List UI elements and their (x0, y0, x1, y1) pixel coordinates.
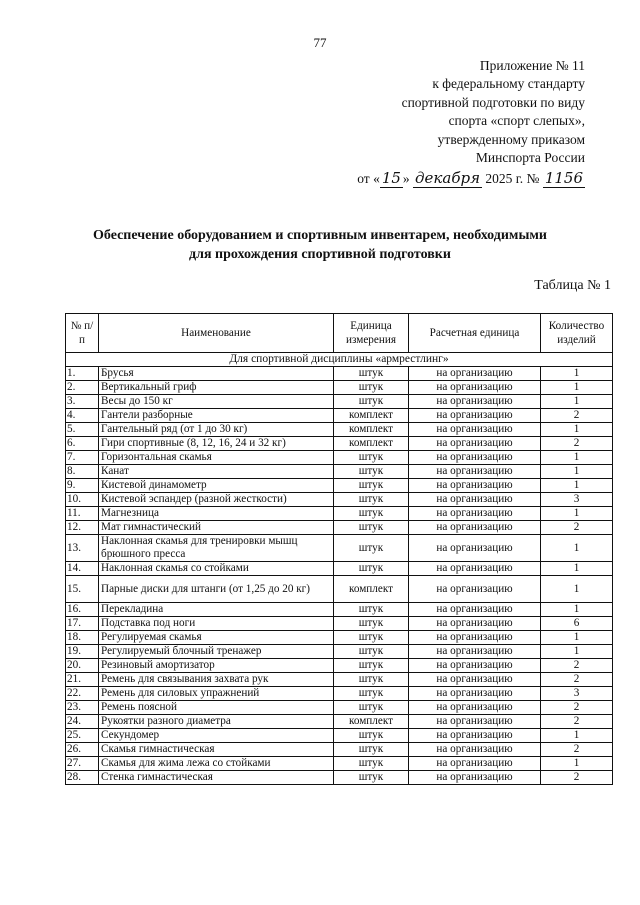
table-row (66, 437, 613, 451)
item-name: Регулируемый блочный тренажер (99, 645, 334, 659)
equipment-table (65, 313, 613, 785)
item-name: Парные диски для штанги (от 1,25 до 20 кг) (99, 576, 334, 603)
page-number: 77 (313, 35, 327, 50)
header-unit: Единица измерения (334, 314, 409, 353)
row-number: 6. (66, 437, 99, 451)
item-calc-unit: на организацию (409, 367, 541, 381)
item-unit: штук (334, 729, 409, 743)
item-name: Резиновый амортизатор (99, 659, 334, 673)
table-row (66, 493, 613, 507)
appendix-line: спортивной подготовки по виду (401, 94, 585, 110)
item-name: Ремень для силовых упражнений (99, 687, 334, 701)
row-number: 3. (66, 395, 99, 409)
item-quantity: 6 (541, 617, 613, 631)
item-unit: штук (334, 367, 409, 381)
table-row (66, 659, 613, 673)
table-row (66, 603, 613, 617)
row-number: 26. (66, 743, 99, 757)
date-mid: » (402, 171, 410, 187)
item-unit: штук (334, 757, 409, 771)
table-label: Таблица № 1 (534, 278, 611, 293)
appendix-line: Минспорта России (475, 150, 585, 166)
item-name: Весы до 150 кг (99, 395, 334, 409)
date-prefix: от « (357, 171, 380, 187)
item-name: Гантельный ряд (от 1 до 30 кг) (99, 423, 334, 437)
item-unit: штук (334, 687, 409, 701)
table-row (66, 631, 613, 645)
item-name: Магнезница (99, 507, 334, 521)
item-unit: штук (334, 617, 409, 631)
header-num: № п/п (66, 314, 99, 353)
item-unit: штук (334, 451, 409, 465)
item-name: Вертикальный гриф (99, 381, 334, 395)
item-name: Рукоятки разного диаметра (99, 715, 334, 729)
row-number: 23. (66, 701, 99, 715)
table-row (66, 729, 613, 743)
item-calc-unit: на организацию (409, 507, 541, 521)
title-line: Обеспечение оборудованием и спортивным инвентарем, необходимыми (93, 228, 547, 243)
row-number: 24. (66, 715, 99, 729)
row-number: 19. (66, 645, 99, 659)
item-calc-unit: на организацию (409, 645, 541, 659)
item-unit: штук (334, 395, 409, 409)
item-calc-unit: на организацию (409, 659, 541, 673)
table-row (66, 465, 613, 479)
item-quantity: 1 (541, 423, 613, 437)
header-name: Наименование (99, 314, 334, 353)
table-row (66, 562, 613, 576)
item-name: Стенка гимнастическая (99, 771, 334, 785)
item-unit: штук (334, 521, 409, 535)
table-header-row (66, 314, 613, 353)
table-row (66, 687, 613, 701)
item-quantity: 1 (541, 535, 613, 562)
item-unit: комплект (334, 437, 409, 451)
section-row (66, 353, 613, 367)
item-quantity: 1 (541, 465, 613, 479)
appendix-header (325, 57, 585, 189)
item-calc-unit: на организацию (409, 631, 541, 645)
item-quantity: 2 (541, 437, 613, 451)
date-day-handwritten: 15 (381, 169, 401, 188)
item-unit: комплект (334, 409, 409, 423)
item-calc-unit: на организацию (409, 757, 541, 771)
row-number: 7. (66, 451, 99, 465)
item-name: Наклонная скамья со стойками (99, 562, 334, 576)
item-name: Гантели разборные (99, 409, 334, 423)
item-quantity: 1 (541, 479, 613, 493)
table-row (66, 771, 613, 785)
row-number: 4. (66, 409, 99, 423)
item-calc-unit: на организацию (409, 437, 541, 451)
item-unit: штук (334, 381, 409, 395)
item-quantity: 1 (541, 729, 613, 743)
item-name: Канат (99, 465, 334, 479)
item-quantity: 1 (541, 576, 613, 603)
item-calc-unit: на организацию (409, 381, 541, 395)
appendix-line: спорта «спорт слепых», (448, 113, 585, 129)
item-unit: штук (334, 479, 409, 493)
item-calc-unit: на организацию (409, 617, 541, 631)
item-quantity: 1 (541, 645, 613, 659)
row-number: 14. (66, 562, 99, 576)
table-row (66, 451, 613, 465)
table-row (66, 673, 613, 687)
row-number: 22. (66, 687, 99, 701)
item-unit: штук (334, 562, 409, 576)
table-row (66, 521, 613, 535)
item-unit: штук (334, 603, 409, 617)
appendix-line: утвержденному приказом (437, 131, 585, 147)
item-name: Скамья для жима лежа со стойками (99, 757, 334, 771)
order-date-line (325, 169, 585, 188)
header-qty: Количество изделий (541, 314, 613, 353)
item-calc-unit: на организацию (409, 409, 541, 423)
section-title: Для спортивной дисциплины «армрестлинг» (66, 353, 613, 367)
date-year: 2025 г. № (485, 171, 540, 187)
item-name: Ремень для связывания захвата рук (99, 673, 334, 687)
table-row (66, 617, 613, 631)
row-number: 15. (66, 576, 99, 603)
item-unit: штук (334, 673, 409, 687)
document-title (0, 226, 640, 264)
item-calc-unit: на организацию (409, 701, 541, 715)
item-name: Секундомер (99, 729, 334, 743)
item-name: Ремень поясной (99, 701, 334, 715)
item-unit: штук (334, 493, 409, 507)
item-unit: штук (334, 465, 409, 479)
item-unit: комплект (334, 423, 409, 437)
table-row (66, 479, 613, 493)
item-name: Горизонтальная скамья (99, 451, 334, 465)
item-calc-unit: на организацию (409, 603, 541, 617)
item-quantity: 1 (541, 395, 613, 409)
item-calc-unit: на организацию (409, 423, 541, 437)
item-unit: штук (334, 659, 409, 673)
item-name: Мат гимнастический (99, 521, 334, 535)
item-unit: штук (334, 701, 409, 715)
item-quantity: 3 (541, 493, 613, 507)
item-calc-unit: на организацию (409, 715, 541, 729)
item-name: Кистевой динамометр (99, 479, 334, 493)
row-number: 25. (66, 729, 99, 743)
row-number: 16. (66, 603, 99, 617)
table-row (66, 701, 613, 715)
row-number: 11. (66, 507, 99, 521)
item-unit: комплект (334, 715, 409, 729)
table-row (66, 645, 613, 659)
item-quantity: 1 (541, 367, 613, 381)
table-row (66, 367, 613, 381)
row-number: 9. (66, 479, 99, 493)
item-quantity: 2 (541, 659, 613, 673)
item-name: Подставка под ноги (99, 617, 334, 631)
appendix-line: Приложение № 11 (479, 58, 585, 73)
row-number: 2. (66, 381, 99, 395)
item-calc-unit: на организацию (409, 771, 541, 785)
item-quantity: 1 (541, 451, 613, 465)
item-calc-unit: на организацию (409, 576, 541, 603)
row-number: 27. (66, 757, 99, 771)
item-calc-unit: на организацию (409, 479, 541, 493)
item-quantity: 2 (541, 743, 613, 757)
item-calc-unit: на организацию (409, 465, 541, 479)
item-quantity: 1 (541, 603, 613, 617)
item-quantity: 2 (541, 409, 613, 423)
item-name: Кистевой эспандер (разной жесткости) (99, 493, 334, 507)
item-quantity: 2 (541, 521, 613, 535)
table-row (66, 409, 613, 423)
table-row (66, 507, 613, 521)
item-name: Регулируемая скамья (99, 631, 334, 645)
item-quantity: 1 (541, 381, 613, 395)
item-unit: штук (334, 631, 409, 645)
table-row (66, 395, 613, 409)
table-row (66, 423, 613, 437)
row-number: 17. (66, 617, 99, 631)
table-row (66, 535, 613, 562)
item-unit: штук (334, 771, 409, 785)
item-quantity: 2 (541, 771, 613, 785)
item-quantity: 1 (541, 507, 613, 521)
item-calc-unit: на организацию (409, 395, 541, 409)
item-unit: штук (334, 535, 409, 562)
item-unit: комплект (334, 576, 409, 603)
order-number-handwritten: 1156 (544, 169, 583, 188)
item-quantity: 2 (541, 715, 613, 729)
date-month-handwritten: декабря (415, 169, 481, 188)
table-row (66, 743, 613, 757)
row-number: 8. (66, 465, 99, 479)
row-number: 20. (66, 659, 99, 673)
item-unit: штук (334, 743, 409, 757)
item-unit: штук (334, 507, 409, 521)
item-name: Перекладина (99, 603, 334, 617)
table-row (66, 576, 613, 603)
item-calc-unit: на организацию (409, 729, 541, 743)
item-quantity: 1 (541, 562, 613, 576)
item-name: Скамья гимнастическая (99, 743, 334, 757)
item-unit: штук (334, 645, 409, 659)
item-calc-unit: на организацию (409, 451, 541, 465)
item-quantity: 3 (541, 687, 613, 701)
row-number: 12. (66, 521, 99, 535)
item-calc-unit: на организацию (409, 673, 541, 687)
item-calc-unit: на организацию (409, 743, 541, 757)
row-number: 18. (66, 631, 99, 645)
row-number: 10. (66, 493, 99, 507)
item-name: Брусья (99, 367, 334, 381)
item-calc-unit: на организацию (409, 562, 541, 576)
header-calc: Расчетная единица (409, 314, 541, 353)
table-row (66, 715, 613, 729)
title-line: для прохождения спортивной подготовки (189, 247, 451, 262)
item-name: Наклонная скамья для тренировки мышц брюшного пресса (99, 535, 334, 562)
item-quantity: 1 (541, 631, 613, 645)
row-number: 5. (66, 423, 99, 437)
item-quantity: 2 (541, 701, 613, 715)
item-calc-unit: на организацию (409, 535, 541, 562)
row-number: 28. (66, 771, 99, 785)
item-calc-unit: на организацию (409, 493, 541, 507)
appendix-line: к федеральному стандарту (432, 76, 585, 92)
row-number: 21. (66, 673, 99, 687)
row-number: 1. (66, 367, 99, 381)
item-name: Гири спортивные (8, 12, 16, 24 и 32 кг) (99, 437, 334, 451)
table-row (66, 757, 613, 771)
item-calc-unit: на организацию (409, 521, 541, 535)
table-row (66, 381, 613, 395)
item-calc-unit: на организацию (409, 687, 541, 701)
item-quantity: 2 (541, 673, 613, 687)
item-quantity: 1 (541, 757, 613, 771)
row-number: 13. (66, 535, 99, 562)
